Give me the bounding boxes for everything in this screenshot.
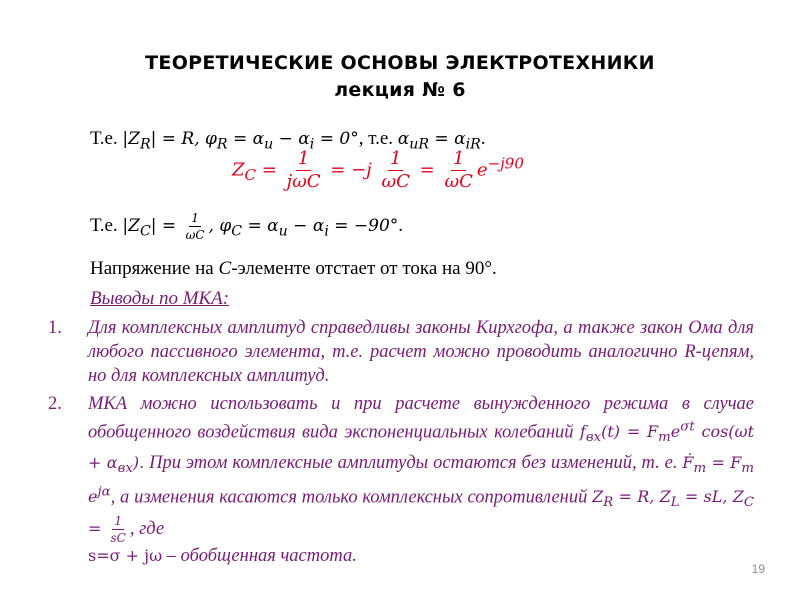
list-item-1 <box>48 316 754 388</box>
list-item-2-text: МКА можно использовать и при расчете вынужденного режима в случае обобщенного воздействия вида экспоненциальных колебаний $f_{вх}(t) = F_me^{\sigma t}$ $\cos(\omega t + \alpha_{вх})$. При этом комплексные амплитуды остаются без изменений, т. е. Ḟ$_m$ = $F_m$ $e^{j\alpha}$, а изменения касаются только комплексных сопротивлений $Z_R = R$, $Z_L$ = sL, $Z_C$ = $\frac{1}{sC}$ , где s=σ + jω – обобщенная частота. <box>88 394 755 567</box>
equation-line-zr: Т.е. $|Z_R| = R$, $\varphi_R = \alpha_u - \alpha_i = 0^\circ$, т.е. $\alpha_{uR} = \alpha_{iR}$. <box>90 128 486 153</box>
slide-title <box>0 50 800 104</box>
list-item-2 <box>48 392 754 568</box>
list-item-1-text: Для комплексных амплитуд справедливы законы Кирхгофа, а также закон Ома для любого пассивного элемента, т.е. расчет можно проводить аналогично R-цепям, но для комплексных амплитуд. <box>88 318 754 386</box>
impedance-formulas: $Z_R = R$, $Z_L$ = sL, $Z_C$ = $\frac{1}{sC}$ <box>88 487 755 546</box>
title-line-1: ТЕОРЕТИЧЕСКИЕ ОСНОВЫ ЭЛЕКТРОТЕХНИКИ <box>145 52 655 74</box>
list-number-1: 1. <box>48 318 62 338</box>
voltage-lag-statement: Напряжение на C-элементе отстает от тока на 90°. <box>90 258 497 279</box>
complex-amplitude-formula: Ḟ$_m$ = $F_m$ $e^{j\alpha}$ <box>88 452 754 507</box>
fraction-1-jwc: $\frac{1}{\text{jωC}}$ <box>286 148 321 192</box>
fraction-1-wc-a: $\frac{1}{\omega C}$ <box>381 148 410 192</box>
zc-formula: $Z_C$ = $\frac{1}{\text{jωC}}$ = −j $\frac{1}{\omega C}$ = $\frac{1}{\omega C}$ $e^{-j90}$ <box>232 148 524 192</box>
conclusions-heading: Выводы по МКА: <box>90 288 230 309</box>
excitation-formula: $f_{вх}(t) = F_me^{\sigma t}$ $\cos(\omega t + \alpha_{вх})$. <box>88 420 755 476</box>
title-line-2: лекция № 6 <box>334 79 466 101</box>
list-number-2: 2. <box>48 394 62 414</box>
s-definition: s=σ + jω <box>88 546 163 566</box>
fraction-1-wc-small: $\frac{1}{\omega C}$ <box>185 211 205 242</box>
fraction-1-wc-b: $\frac{1}{\omega C}$ <box>444 148 473 192</box>
page-number: 19 <box>751 562 765 576</box>
equation-line-zc: Т.е. $|Z_C|$ = $\frac{1}{\omega C}$ , $\varphi_C = \alpha_u - \alpha_i = -90^\circ$. <box>90 211 404 242</box>
